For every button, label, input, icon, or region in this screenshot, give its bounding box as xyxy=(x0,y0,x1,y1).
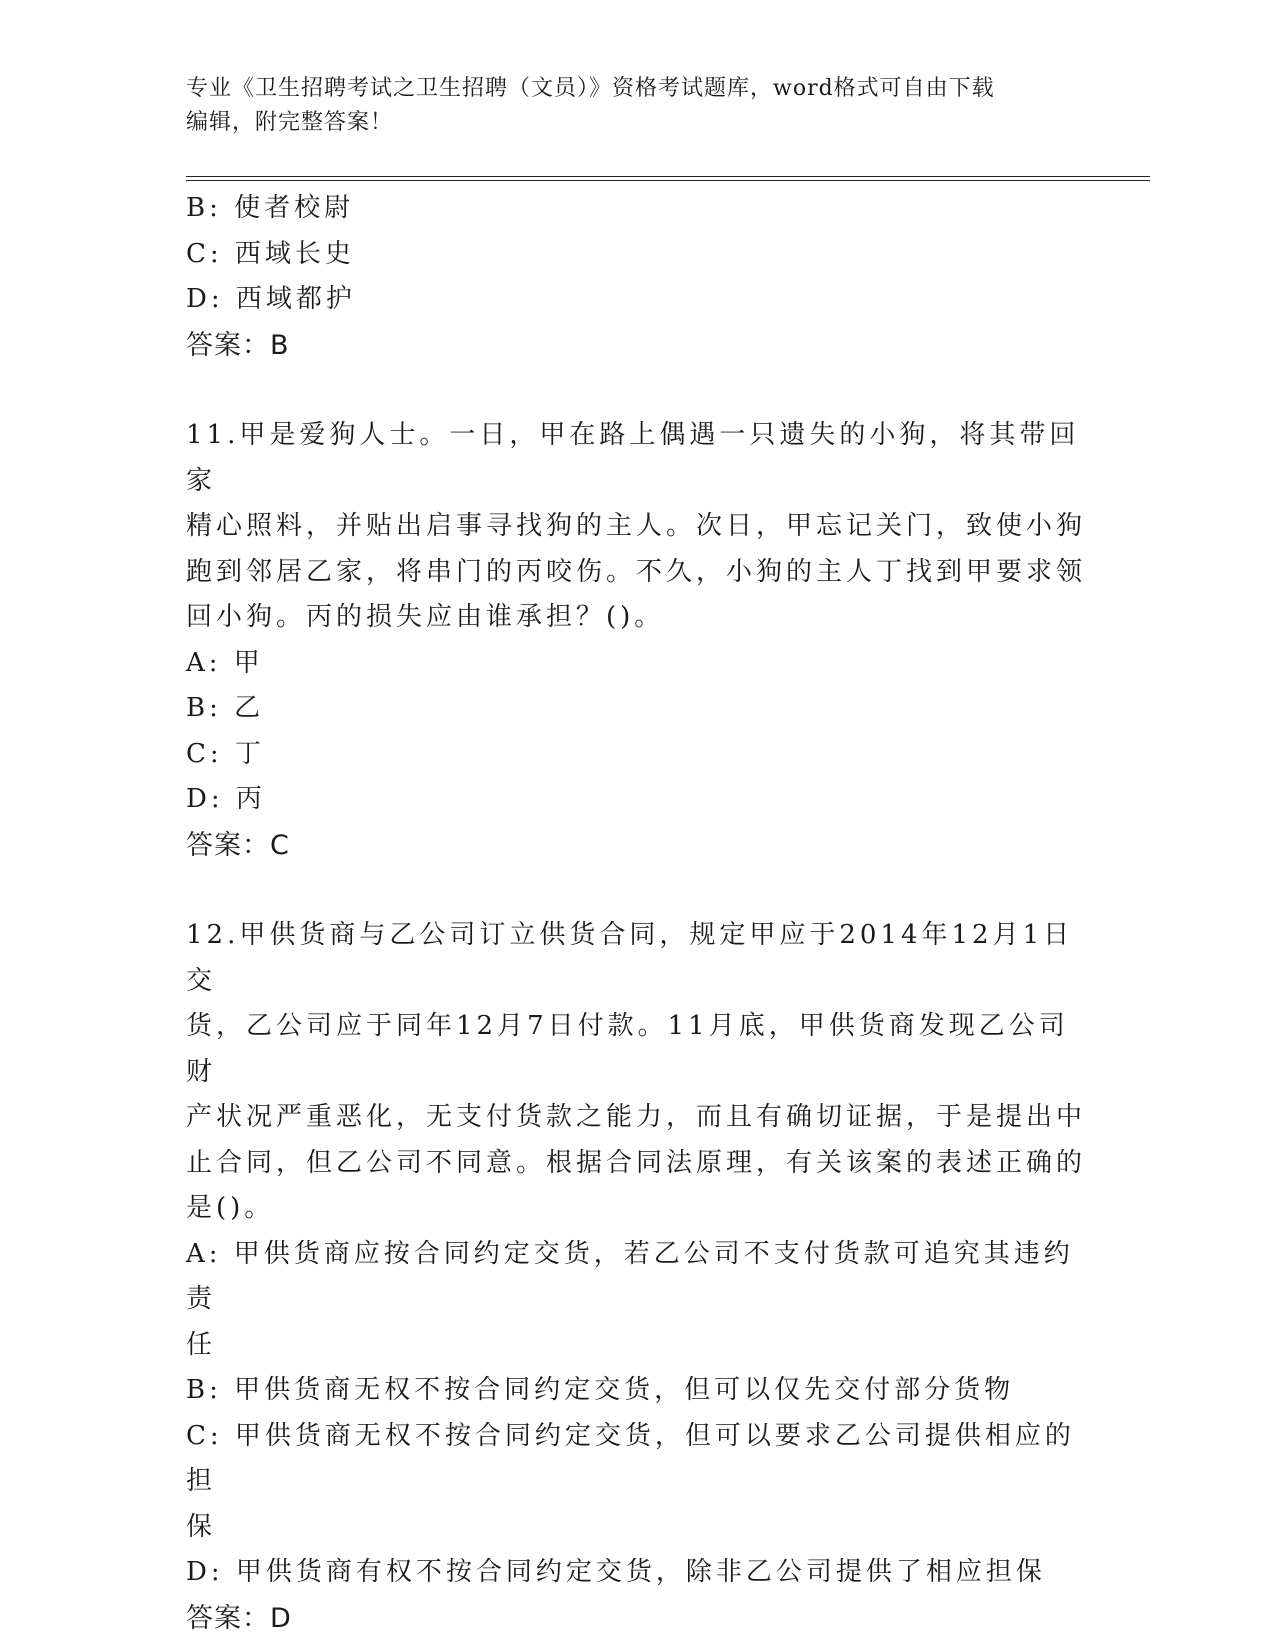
question-stem-line: 货，乙公司应于同年12月7日付款。11月底，甲供货商发现乙公司财 xyxy=(186,1011,1069,1087)
question-11 xyxy=(186,413,1086,868)
previous-question-tail xyxy=(186,186,1086,368)
question-stem-line: 产状况严重恶化，无支付货款之能力，而且有确切证据，于是提出中 xyxy=(186,1102,1087,1132)
question-stem-line: 回小狗。丙的损失应由谁承担？()。 xyxy=(186,602,665,632)
document-body xyxy=(186,186,1086,1641)
answer-line: 答案：C xyxy=(186,829,290,861)
option-b: B: 乙 xyxy=(186,693,265,723)
option-a: A: 甲供货商应按合同约定交货，若乙公司不支付货款可追究其违约责 xyxy=(186,1238,1074,1314)
option-d: D: 甲供货商有权不按合同约定交货，除非乙公司提供了相应担保 xyxy=(186,1557,1046,1587)
document-header xyxy=(186,72,1066,140)
question-stem-line: 11.甲是爱狗人士。一日，甲在路上偶遇一只遗失的小狗，将其带回家 xyxy=(186,420,1080,496)
option-b: B: 使者校尉 xyxy=(186,193,355,223)
question-stem-line: 12.甲供货商与乙公司订立供货合同，规定甲应于2014年12月1日交 xyxy=(186,920,1074,996)
answer-line: 答案：B xyxy=(186,329,290,361)
question-stem-line: 止合同，但乙公司不同意。根据合同法原理，有关该案的表述正确的 xyxy=(186,1147,1087,1178)
option-d: D: 丙 xyxy=(186,784,266,814)
header-line-1: 专业《卫生招聘考试之卫生招聘（文员）》资格考试题库，word格式可自由下载 xyxy=(186,76,995,101)
option-c: C: 甲供货商无权不按合同约定交货，但可以要求乙公司提供相应的担 xyxy=(186,1420,1075,1496)
option-b: B: 甲供货商无权不按合同约定交货，但可以仅先交付部分货物 xyxy=(186,1375,1015,1405)
question-stem-line: 是()。 xyxy=(186,1193,275,1223)
option-c-continued: 保 xyxy=(186,1511,217,1542)
option-a-continued: 任 xyxy=(186,1329,217,1360)
question-stem-line: 精心照料，并贴出启事寻找狗的主人。次日，甲忘记关门，致使小狗 xyxy=(186,511,1087,541)
header-line-2: 编辑，附完整答案！ xyxy=(186,110,394,135)
option-c: C: 丁 xyxy=(186,738,265,769)
question-12 xyxy=(186,913,1086,1641)
answer-line: 答案：D xyxy=(186,1602,292,1634)
header-divider xyxy=(186,176,1150,181)
option-d: D: 西域都护 xyxy=(186,284,356,314)
option-c: C: 西域长史 xyxy=(186,238,355,269)
question-stem-line: 跑到邻居乙家，将串门的丙咬伤。不久，小狗的主人丁找到甲要求领 xyxy=(186,556,1087,587)
option-a: A: 甲 xyxy=(186,647,264,678)
